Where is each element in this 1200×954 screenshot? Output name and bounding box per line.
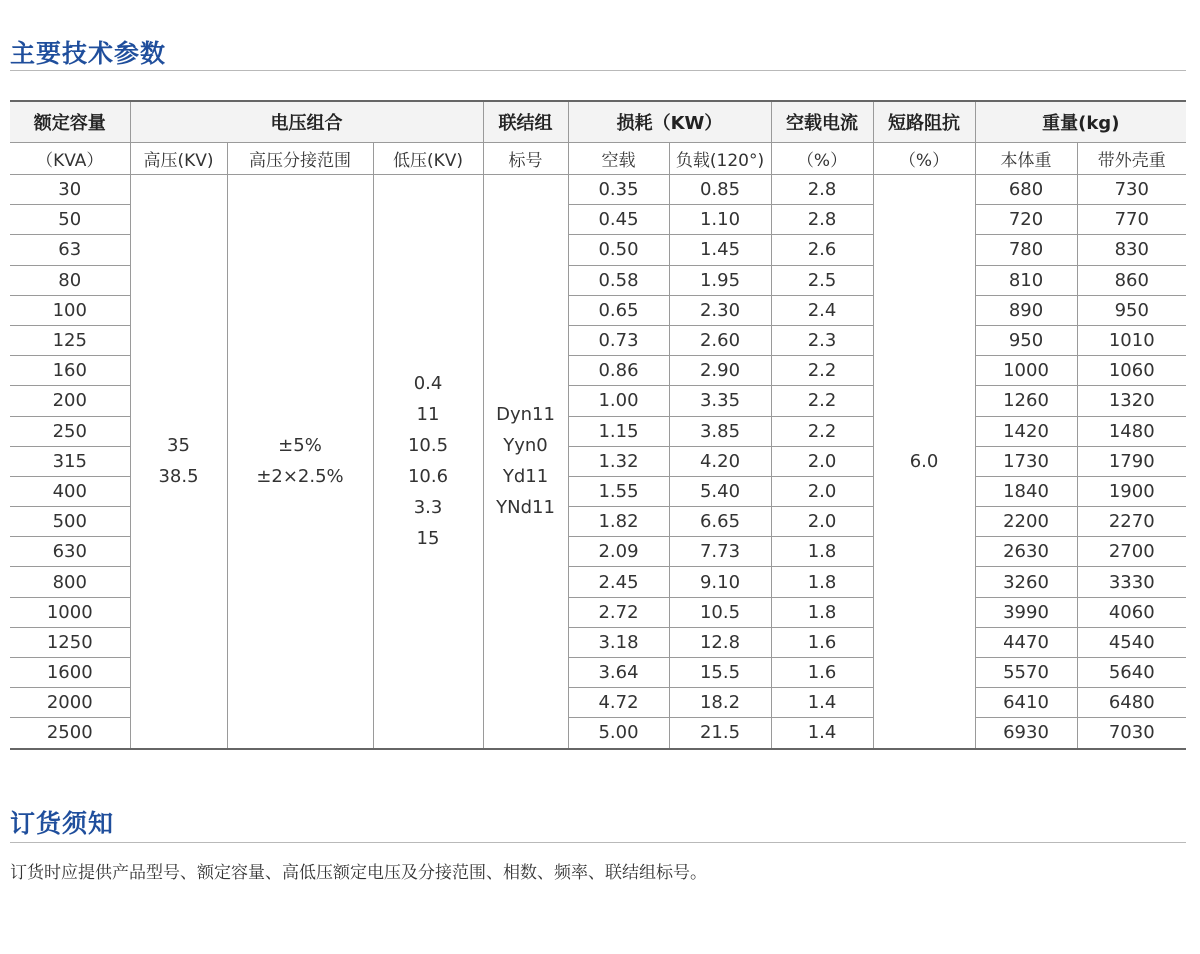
cell-hv <box>130 175 227 749</box>
table-row <box>10 175 1186 205</box>
cell-shell-weight: 5640 <box>1077 658 1186 688</box>
cell-no-load-loss: 1.55 <box>568 476 669 506</box>
cell-shell-weight: 4540 <box>1077 627 1186 657</box>
cell-no-load-loss: 2.09 <box>568 537 669 567</box>
subheader-current-unit: （%） <box>771 143 873 175</box>
cell-shell-weight: 7030 <box>1077 718 1186 749</box>
cell-capacity: 100 <box>10 295 130 325</box>
cell-no-load-loss: 1.00 <box>568 386 669 416</box>
cell-body-weight: 1000 <box>975 356 1077 386</box>
cell-hv-tap-value: ±5% <box>278 435 322 457</box>
cell-no-load-loss: 0.35 <box>568 175 669 205</box>
cell-shell-weight: 770 <box>1077 205 1186 235</box>
cell-load-loss: 6.65 <box>669 507 771 537</box>
cell-load-loss: 1.45 <box>669 235 771 265</box>
cell-no-load-current: 2.0 <box>771 476 873 506</box>
cell-hv-tap-value: ±2×2.5% <box>256 466 344 488</box>
cell-shell-weight: 1010 <box>1077 325 1186 355</box>
cell-no-load-loss: 3.18 <box>568 627 669 657</box>
cell-no-load-current: 2.2 <box>771 356 873 386</box>
cell-capacity: 315 <box>10 446 130 476</box>
cell-no-load-current: 2.0 <box>771 507 873 537</box>
cell-shell-weight: 860 <box>1077 265 1186 295</box>
spec-section-title: 主要技术参数 <box>10 39 167 68</box>
cell-load-loss: 15.5 <box>669 658 771 688</box>
cell-no-load-current: 2.5 <box>771 265 873 295</box>
cell-no-load-current: 2.8 <box>771 175 873 205</box>
cell-body-weight: 2200 <box>975 507 1077 537</box>
subheader-capacity-unit: （KVA） <box>10 143 130 175</box>
cell-capacity: 400 <box>10 476 130 506</box>
cell-body-weight: 2630 <box>975 537 1077 567</box>
cell-connection-group-value: YNd11 <box>496 497 555 519</box>
subheader-shell-weight: 带外壳重 <box>1077 143 1186 175</box>
cell-connection-group <box>483 175 568 749</box>
cell-shell-weight: 3330 <box>1077 567 1186 597</box>
subheader-impedance-unit: （%） <box>873 143 975 175</box>
subheader-load: 负载(120°) <box>669 143 771 175</box>
order-title-divider <box>10 842 1186 843</box>
cell-capacity: 50 <box>10 205 130 235</box>
cell-load-loss: 2.30 <box>669 295 771 325</box>
cell-connection-group-value: Yd11 <box>502 466 549 488</box>
cell-shell-weight: 1320 <box>1077 386 1186 416</box>
cell-body-weight: 3990 <box>975 597 1077 627</box>
cell-load-loss: 5.40 <box>669 476 771 506</box>
cell-no-load-loss: 1.82 <box>568 507 669 537</box>
cell-no-load-loss: 0.86 <box>568 356 669 386</box>
cell-shell-weight: 1900 <box>1077 476 1186 506</box>
spec-table <box>10 100 1186 750</box>
cell-no-load-loss: 4.72 <box>568 688 669 718</box>
cell-no-load-loss: 5.00 <box>568 718 669 749</box>
cell-body-weight: 1730 <box>975 446 1077 476</box>
cell-body-weight: 1420 <box>975 416 1077 446</box>
header-weight: 重量(kg) <box>975 101 1186 143</box>
cell-body-weight: 890 <box>975 295 1077 325</box>
cell-body-weight: 780 <box>975 235 1077 265</box>
cell-shell-weight: 2700 <box>1077 537 1186 567</box>
cell-load-loss: 2.60 <box>669 325 771 355</box>
cell-load-loss: 18.2 <box>669 688 771 718</box>
cell-no-load-loss: 1.32 <box>568 446 669 476</box>
cell-body-weight: 4470 <box>975 627 1077 657</box>
header-connection-group: 联结组 <box>483 101 568 143</box>
cell-lv-value: 15 <box>416 528 440 550</box>
spec-title-divider <box>10 70 1186 71</box>
cell-capacity: 2500 <box>10 718 130 749</box>
cell-shell-weight: 2270 <box>1077 507 1186 537</box>
cell-load-loss: 12.8 <box>669 627 771 657</box>
cell-load-loss: 9.10 <box>669 567 771 597</box>
cell-no-load-loss: 3.64 <box>568 658 669 688</box>
cell-body-weight: 1840 <box>975 476 1077 506</box>
cell-load-loss: 4.20 <box>669 446 771 476</box>
cell-no-load-current: 1.4 <box>771 718 873 749</box>
cell-body-weight: 950 <box>975 325 1077 355</box>
cell-no-load-current: 2.6 <box>771 235 873 265</box>
order-section-title: 订货须知 <box>10 809 115 838</box>
cell-capacity: 2000 <box>10 688 130 718</box>
cell-body-weight: 720 <box>975 205 1077 235</box>
cell-shell-weight: 950 <box>1077 295 1186 325</box>
cell-no-load-loss: 0.58 <box>568 265 669 295</box>
cell-lv-value: 10.5 <box>407 435 449 457</box>
cell-capacity: 30 <box>10 175 130 205</box>
cell-lv <box>373 175 483 749</box>
cell-connection-group-value: Dyn11 <box>496 404 555 426</box>
cell-lv-value: 0.4 <box>413 373 443 395</box>
header-short-circuit-impedance: 短路阻抗 <box>873 101 975 143</box>
cell-no-load-loss: 2.45 <box>568 567 669 597</box>
header-no-load-current: 空载电流 <box>771 101 873 143</box>
subheader-hv-tap: 高压分接范围 <box>227 143 373 175</box>
header-loss: 损耗（KW） <box>568 101 771 143</box>
cell-no-load-current: 1.4 <box>771 688 873 718</box>
cell-load-loss: 21.5 <box>669 718 771 749</box>
cell-load-loss: 10.5 <box>669 597 771 627</box>
cell-load-loss: 1.10 <box>669 205 771 235</box>
cell-no-load-current: 1.8 <box>771 567 873 597</box>
cell-capacity: 500 <box>10 507 130 537</box>
cell-hv-value: 35 <box>167 435 190 457</box>
cell-body-weight: 6930 <box>975 718 1077 749</box>
cell-capacity: 125 <box>10 325 130 355</box>
cell-capacity: 630 <box>10 537 130 567</box>
cell-capacity: 200 <box>10 386 130 416</box>
cell-capacity: 250 <box>10 416 130 446</box>
cell-no-load-current: 1.8 <box>771 537 873 567</box>
cell-capacity: 1000 <box>10 597 130 627</box>
cell-capacity: 800 <box>10 567 130 597</box>
cell-shell-weight: 4060 <box>1077 597 1186 627</box>
cell-load-loss: 3.85 <box>669 416 771 446</box>
cell-load-loss: 3.35 <box>669 386 771 416</box>
cell-hv-tap <box>227 175 373 749</box>
subheader-lv: 低压(KV) <box>373 143 483 175</box>
cell-capacity: 1600 <box>10 658 130 688</box>
cell-no-load-current: 2.8 <box>771 205 873 235</box>
cell-no-load-current: 2.4 <box>771 295 873 325</box>
cell-shell-weight: 830 <box>1077 235 1186 265</box>
cell-no-load-loss: 1.15 <box>568 416 669 446</box>
cell-connection-group-value: Yyn0 <box>503 435 548 457</box>
cell-no-load-loss: 0.65 <box>568 295 669 325</box>
cell-capacity: 80 <box>10 265 130 295</box>
cell-body-weight: 680 <box>975 175 1077 205</box>
cell-no-load-current: 2.0 <box>771 446 873 476</box>
cell-body-weight: 3260 <box>975 567 1077 597</box>
cell-load-loss: 1.95 <box>669 265 771 295</box>
cell-load-loss: 0.85 <box>669 175 771 205</box>
cell-no-load-loss: 0.50 <box>568 235 669 265</box>
cell-body-weight: 5570 <box>975 658 1077 688</box>
cell-no-load-loss: 0.45 <box>568 205 669 235</box>
cell-no-load-current: 1.6 <box>771 627 873 657</box>
cell-capacity: 1250 <box>10 627 130 657</box>
cell-body-weight: 6410 <box>975 688 1077 718</box>
cell-load-loss: 7.73 <box>669 537 771 567</box>
cell-body-weight: 810 <box>975 265 1077 295</box>
cell-lv-value: 11 <box>416 404 440 426</box>
subheader-body-weight: 本体重 <box>975 143 1077 175</box>
order-note: 订货时应提供产品型号、额定容量、高低压额定电压及分接范围、相数、频率、联结组标号。 <box>10 863 707 883</box>
subheader-no-load: 空载 <box>568 143 669 175</box>
cell-lv-value: 10.6 <box>407 466 449 488</box>
cell-shell-weight: 6480 <box>1077 688 1186 718</box>
cell-no-load-current: 2.3 <box>771 325 873 355</box>
cell-load-loss: 2.90 <box>669 356 771 386</box>
cell-no-load-current: 2.2 <box>771 416 873 446</box>
cell-shell-weight: 1790 <box>1077 446 1186 476</box>
cell-hv-value: 38.5 <box>158 466 199 488</box>
cell-shell-weight: 1060 <box>1077 356 1186 386</box>
cell-no-load-current: 1.8 <box>771 597 873 627</box>
cell-no-load-current: 1.6 <box>771 658 873 688</box>
subheader-group-label: 标号 <box>483 143 568 175</box>
cell-capacity: 160 <box>10 356 130 386</box>
cell-capacity: 63 <box>10 235 130 265</box>
cell-no-load-loss: 2.72 <box>568 597 669 627</box>
header-voltage-combo: 电压组合 <box>130 101 483 143</box>
cell-impedance: 6.0 <box>873 175 975 749</box>
cell-shell-weight: 1480 <box>1077 416 1186 446</box>
subheader-hv: 高压(KV) <box>130 143 227 175</box>
cell-lv-value: 3.3 <box>413 497 443 519</box>
cell-no-load-loss: 0.73 <box>568 325 669 355</box>
cell-no-load-current: 2.2 <box>771 386 873 416</box>
cell-body-weight: 1260 <box>975 386 1077 416</box>
cell-shell-weight: 730 <box>1077 175 1186 205</box>
header-capacity: 额定容量 <box>10 101 130 143</box>
